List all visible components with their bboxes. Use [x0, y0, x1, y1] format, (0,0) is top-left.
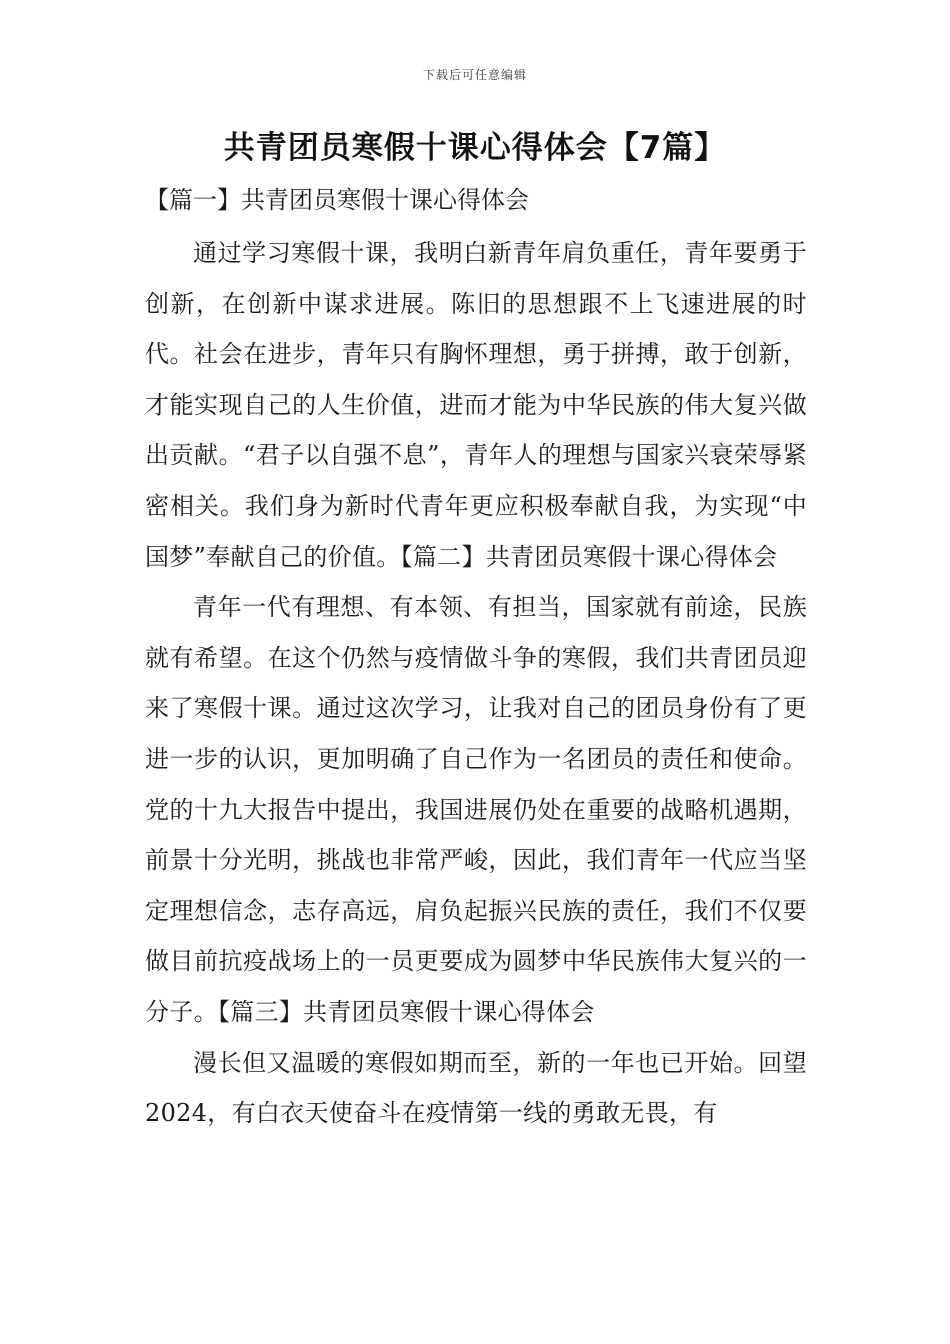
section-heading-1: 【篇一】共青团员寒假十课心得体会: [145, 186, 529, 214]
section-heading-3: 【篇三】共青团员寒假十课心得体会: [217, 997, 595, 1026]
document-title: 共青团员寒假十课心得体会【7篇】: [223, 130, 727, 166]
paragraph-1: [145, 228, 807, 582]
paragraph-2: [145, 582, 807, 1037]
paragraph-1-text: 通过学习寒假十课，我明白新青年肩负重任，青年要勇于创新，在创新中谋求进展。陈旧的思想跟不上飞速进展的时代。社会在进步，青年只有胸怀理想，勇于拼搏，敢于创新，才能实现自己的人生价值，进而才能为中华民族的伟大复兴做出贡献。“君子以自强不息”，青年人的理想与国家兴衰荣辱紧密相关。我们身为新时代青年更应积极奉献自我，为实现“中国梦”奉献自己的价值。: [145, 239, 807, 571]
paragraph-3-text: 漫长但又温暖的寒假如期而至，新的一年也已开始。回望2024，有白衣天使奋斗在疫情第一线的勇敢无畏，有: [145, 1048, 807, 1128]
paragraph-2-text: 青年一代有理想、有本领、有担当，国家就有前途，民族就有希望。在这个仍然与疫情做斗争的寒假，我们共青团员迎来了寒假十课。通过这次学习，让我对自己的团员身份有了更进一步的认识，更加明确了自己作为一名团员的责任和使命。党的十九大报告中提出，我国进展仍处在重要的战略机遇期，前景十分光明，挑战也非常严峻，因此，我们青年一代应当坚定理想信念，志存高远，肩负起振兴民族的责任，我们不仅要做目前抗疫战场上的一员更要成为圆梦中华民族伟大复兴的一分子。: [145, 593, 807, 1026]
section-heading-2: 【篇二】共青团员寒假十课心得体会: [400, 542, 778, 571]
paragraph-3: [145, 1038, 807, 1139]
header-note: 下载后可任意编辑: [422, 68, 527, 82]
document-body: [145, 228, 807, 1139]
